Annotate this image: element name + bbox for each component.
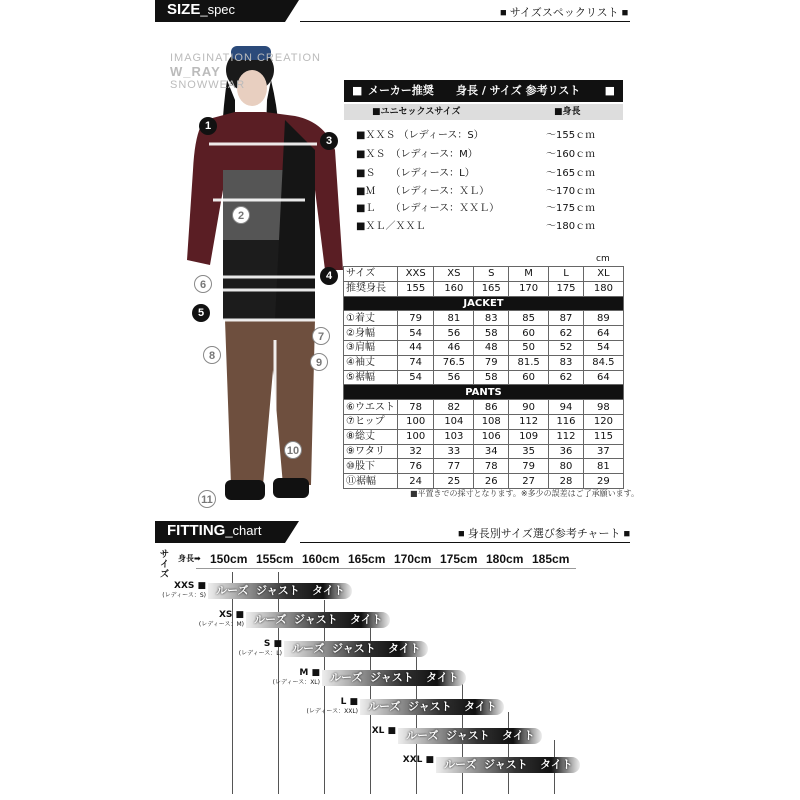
table-cell: 54 <box>583 340 623 355</box>
fit-size-sub: (レディース：S) <box>162 592 206 599</box>
fit-just: ジャスト <box>332 642 376 655</box>
table-cell: 64 <box>583 370 623 385</box>
brand-line2: W_RAY <box>170 64 221 79</box>
fit-axis-label: サイズ <box>160 550 170 580</box>
table-cell: 27 <box>509 474 549 489</box>
fit-height-col: 170cm <box>394 552 432 566</box>
fit-height-col: 175cm <box>440 552 478 566</box>
reference-title-left: メーカー推奨 <box>368 84 434 97</box>
table-cell: S <box>474 267 509 282</box>
size-header-rule <box>300 21 630 22</box>
table-cell: 85 <box>509 311 549 326</box>
table-cell: 98 <box>583 400 623 415</box>
fit-loose: ルーズ <box>254 613 287 626</box>
table-row <box>344 474 624 489</box>
table-row <box>344 267 624 282</box>
table-cell: 83 <box>474 311 509 326</box>
fit-range-bar <box>360 699 504 715</box>
row-label: ⑥ウエスト <box>344 400 398 415</box>
section-title: PANTS <box>344 385 624 400</box>
row-label: ⑨ワタリ <box>344 444 398 459</box>
fit-range-bar <box>208 583 352 599</box>
table-cell: 78 <box>398 400 434 415</box>
table-cell: 29 <box>583 474 623 489</box>
reference-sub-left: ■ユニセックスサイズ <box>372 107 461 117</box>
table-row <box>344 400 624 415</box>
size-header-right: ■ サイズスペックリスト ■ <box>500 7 629 19</box>
reference-row <box>356 128 606 144</box>
table-cell: 78 <box>474 459 509 474</box>
fit-height-col: 160cm <box>302 552 340 566</box>
fit-header-right: ■ 身長別サイズ選び参考チャート ■ <box>458 528 631 540</box>
table-row <box>344 355 624 370</box>
callout-11: 11 <box>198 490 216 508</box>
table-cell: 28 <box>549 474 584 489</box>
table-cell: M <box>509 267 549 282</box>
callout-8: 8 <box>203 346 221 364</box>
table-cell: 58 <box>474 370 509 385</box>
reference-title-right: 身長 / サイズ 参考リスト <box>456 84 581 97</box>
table-cell: 112 <box>509 414 549 429</box>
table-cell: 94 <box>549 400 584 415</box>
fit-height-label: 身長➡ <box>178 554 201 563</box>
reference-row <box>356 184 606 200</box>
fit-tight: タイト <box>426 671 459 684</box>
row-label: ⑪裾幅 <box>344 474 398 489</box>
table-cell: 36 <box>549 444 584 459</box>
table-cell: 76.5 <box>434 355 474 370</box>
table-cell: 100 <box>398 429 434 444</box>
table-cell: 25 <box>434 474 474 489</box>
fit-loose: ルーズ <box>216 584 249 597</box>
row-label: サイズ <box>344 267 398 282</box>
fitting-chart-header <box>155 521 285 543</box>
fit-height-col: 155cm <box>256 552 294 566</box>
fit-tight: タイト <box>540 758 573 771</box>
table-cell: 33 <box>434 444 474 459</box>
fit-just: ジャスト <box>446 729 490 742</box>
fit-loose: ルーズ <box>406 729 439 742</box>
fit-range-bar <box>284 641 428 657</box>
fit-loose: ルーズ <box>368 700 401 713</box>
table-cell: 103 <box>434 429 474 444</box>
table-cell: 37 <box>583 444 623 459</box>
fit-grid-line <box>508 712 509 794</box>
table-cell: 82 <box>434 400 474 415</box>
fit-size-sub: (レディース：M) <box>198 621 244 628</box>
size-header-sub: _spec <box>200 2 236 17</box>
table-cell: 175 <box>549 281 584 296</box>
fit-size-label <box>258 668 320 688</box>
fit-grid-line <box>232 572 233 794</box>
section-row <box>344 385 624 400</box>
measurement-note: ■平置きでの採寸となります。※多少の誤差はご了承願います。 <box>410 489 639 498</box>
reference-height: ～175ｃｍ <box>546 203 596 214</box>
brand-watermark <box>170 52 321 91</box>
reference-subheader <box>344 104 623 120</box>
table-cell: 32 <box>398 444 434 459</box>
reference-height: ～180ｃｍ <box>546 221 596 232</box>
table-cell: 60 <box>509 326 549 341</box>
reference-size: ■ＸＬ／ＸＸＬ <box>356 221 426 232</box>
table-cell: 60 <box>509 370 549 385</box>
table-cell: 87 <box>549 311 584 326</box>
row-label: ①着丈 <box>344 311 398 326</box>
brand-line3: SNOWWEAR <box>170 79 246 91</box>
fit-just: ジャスト <box>484 758 528 771</box>
table-cell: 44 <box>398 340 434 355</box>
table-row <box>344 340 624 355</box>
callout-1: 1 <box>199 117 217 135</box>
table-cell: 81.5 <box>509 355 549 370</box>
size-spec-header <box>155 0 285 22</box>
table-cell: 81 <box>583 459 623 474</box>
table-cell: 54 <box>398 370 434 385</box>
table-cell: 180 <box>583 281 623 296</box>
fit-tight: タイト <box>388 642 421 655</box>
unit-label: cm <box>596 254 610 264</box>
table-cell: 56 <box>434 370 474 385</box>
table-cell: 34 <box>474 444 509 459</box>
fit-range-bar <box>436 757 580 773</box>
reference-height: ～165ｃｍ <box>546 168 596 179</box>
table-cell: 81 <box>434 311 474 326</box>
callout-2: 2 <box>232 206 250 224</box>
table-cell: 77 <box>434 459 474 474</box>
fit-size-name: L ■ <box>340 697 358 707</box>
callout-4: 4 <box>320 267 338 285</box>
table-cell: 104 <box>434 414 474 429</box>
reference-size: ■ＸＳ （レディース：M） <box>356 149 478 160</box>
table-cell: 112 <box>549 429 584 444</box>
fit-size-name: XS ■ <box>218 610 244 620</box>
row-label: ②身幅 <box>344 326 398 341</box>
fit-just: ジャスト <box>256 584 300 597</box>
callout-9: 9 <box>310 353 328 371</box>
fit-loose: ルーズ <box>292 642 325 655</box>
fit-header-rule <box>300 542 630 543</box>
table-cell: 89 <box>583 311 623 326</box>
brand-line1: IMAGINATION CREATION <box>170 52 321 64</box>
fit-height-col: 180cm <box>486 552 524 566</box>
table-cell: XS <box>434 267 474 282</box>
reference-size: ■Ｌ （レディース：ＸＸＬ） <box>356 203 500 214</box>
table-cell: 86 <box>474 400 509 415</box>
fit-size-name: XXL ■ <box>402 755 434 765</box>
row-label: ⑧総丈 <box>344 429 398 444</box>
callout-10: 10 <box>284 441 302 459</box>
reference-height: ～170ｃｍ <box>546 186 596 197</box>
fit-size-label <box>144 581 206 601</box>
callout-7: 7 <box>312 327 330 345</box>
fit-range-bar <box>322 670 466 686</box>
section-title: JACKET <box>344 296 624 311</box>
size-header-title: SIZE <box>167 1 201 18</box>
reference-size: ■Ｍ （レディース：ＸＬ） <box>356 186 490 197</box>
table-row <box>344 326 624 341</box>
row-label: ④袖丈 <box>344 355 398 370</box>
reference-row <box>356 166 606 182</box>
table-cell: 52 <box>549 340 584 355</box>
fit-just: ジャスト <box>408 700 452 713</box>
table-cell: 79 <box>509 459 549 474</box>
table-cell: 115 <box>583 429 623 444</box>
fit-just: ジャスト <box>370 671 414 684</box>
fit-axis-line <box>196 568 576 569</box>
callout-6: 6 <box>194 275 212 293</box>
reference-sub-right: ■身長 <box>554 107 581 117</box>
table-cell: 46 <box>434 340 474 355</box>
row-label: ③肩幅 <box>344 340 398 355</box>
size-table <box>343 266 624 489</box>
table-cell: 64 <box>583 326 623 341</box>
reference-header: ■ メーカー推奨 身長 / サイズ 参考リスト ■ <box>344 80 623 102</box>
reference-size: ■Ｓ （レディース：L） <box>356 168 475 179</box>
table-row <box>344 459 624 474</box>
row-label: ⑩股下 <box>344 459 398 474</box>
fit-loose: ルーズ <box>330 671 363 684</box>
fit-size-sub: (レディース：XL) <box>272 679 320 686</box>
fit-size-name: XXS ■ <box>174 581 206 591</box>
row-label: 推奨身長 <box>344 281 398 296</box>
table-cell: 56 <box>434 326 474 341</box>
table-cell: 58 <box>474 326 509 341</box>
reference-row <box>356 147 606 163</box>
fit-tight: タイト <box>312 584 345 597</box>
callout-5: 5 <box>192 304 210 322</box>
table-cell: 160 <box>434 281 474 296</box>
reference-row <box>356 201 606 217</box>
table-cell: 62 <box>549 326 584 341</box>
fit-tight: タイト <box>464 700 497 713</box>
table-cell: 48 <box>474 340 509 355</box>
table-row <box>344 414 624 429</box>
fit-size-label <box>372 755 434 765</box>
reference-height: ～160ｃｍ <box>546 149 596 160</box>
fit-tight: タイト <box>502 729 535 742</box>
table-cell: 54 <box>398 326 434 341</box>
fit-size-label <box>182 610 244 630</box>
fit-height-col: 165cm <box>348 552 386 566</box>
table-cell: 155 <box>398 281 434 296</box>
callout-3: 3 <box>320 132 338 150</box>
fit-height-col: 185cm <box>532 552 570 566</box>
row-label: ⑦ヒップ <box>344 414 398 429</box>
table-row <box>344 444 624 459</box>
fit-size-name: M ■ <box>299 668 320 678</box>
table-row <box>344 311 624 326</box>
fit-tight: タイト <box>350 613 383 626</box>
table-row <box>344 429 624 444</box>
section-row <box>344 296 624 311</box>
model-photo <box>165 40 345 510</box>
table-cell: 90 <box>509 400 549 415</box>
table-cell: 76 <box>398 459 434 474</box>
table-cell: 80 <box>549 459 584 474</box>
table-cell: L <box>549 267 584 282</box>
table-cell: 35 <box>509 444 549 459</box>
table-row <box>344 281 624 296</box>
fit-loose: ルーズ <box>444 758 477 771</box>
table-cell: 84.5 <box>583 355 623 370</box>
fit-range-bar <box>398 728 542 744</box>
table-cell: 26 <box>474 474 509 489</box>
reference-size: ■ＸＸＳ （レディース：S） <box>356 130 484 141</box>
fit-size-name: S ■ <box>263 639 282 649</box>
fit-size-label <box>220 639 282 659</box>
table-cell: 120 <box>583 414 623 429</box>
fit-size-sub: (レディース：XXL) <box>306 708 358 715</box>
table-cell: XL <box>583 267 623 282</box>
table-cell: 50 <box>509 340 549 355</box>
table-cell: 62 <box>549 370 584 385</box>
table-cell: 106 <box>474 429 509 444</box>
table-cell: 74 <box>398 355 434 370</box>
row-label: ⑤裾幅 <box>344 370 398 385</box>
reference-row <box>356 219 606 235</box>
table-cell: 108 <box>474 414 509 429</box>
table-cell: 79 <box>474 355 509 370</box>
fit-size-sub: (レディース：L) <box>238 650 282 657</box>
fit-header-sub: _chart <box>225 523 262 538</box>
table-cell: 116 <box>549 414 584 429</box>
fit-just: ジャスト <box>294 613 338 626</box>
fit-header-title: FITTING <box>167 522 226 539</box>
table-cell: 109 <box>509 429 549 444</box>
table-cell: 165 <box>474 281 509 296</box>
table-cell: XXS <box>398 267 434 282</box>
fit-height-col: 150cm <box>210 552 248 566</box>
fit-size-label <box>296 697 358 717</box>
fit-size-label <box>334 726 396 736</box>
table-cell: 100 <box>398 414 434 429</box>
table-cell: 83 <box>549 355 584 370</box>
table-cell: 79 <box>398 311 434 326</box>
reference-height: ～155ｃｍ <box>546 130 596 141</box>
table-cell: 170 <box>509 281 549 296</box>
fit-range-bar <box>246 612 390 628</box>
fit-size-name: XL ■ <box>371 726 396 736</box>
table-cell: 24 <box>398 474 434 489</box>
table-row <box>344 370 624 385</box>
